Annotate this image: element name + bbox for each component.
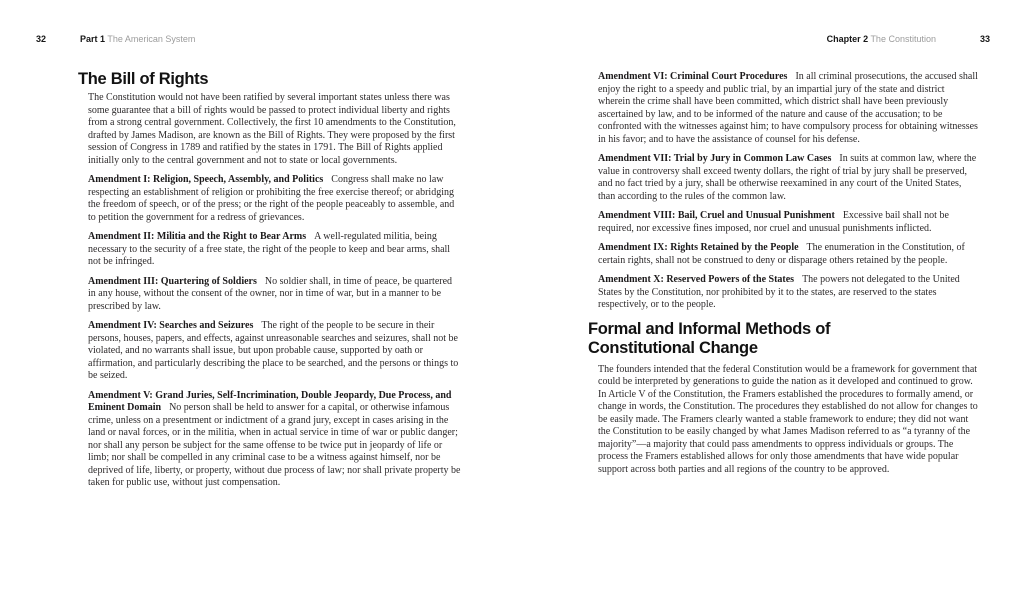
chapter-label: Chapter 2 (826, 34, 869, 44)
amendment-paragraph-7 (598, 153, 978, 203)
section-title-line-1: Formal and Informal Methods of (588, 319, 831, 338)
amendment-label: Amendment X: Reserved Powers of the States (598, 274, 795, 285)
running-head-right (827, 34, 990, 45)
page-number-left: 32 (36, 34, 47, 44)
section-title-line-2: Constitutional Change (588, 338, 758, 357)
amendment-label: Amendment VI: Criminal Court Procedures (598, 71, 788, 82)
amendment-label: Amendment VII: Trial by Jury in Common Law Cases (598, 153, 832, 164)
amendment-text: Excessive bail shall not be required, nor excessive fines imposed, nor cruel and unusual punishments inflicted. (598, 210, 949, 234)
amendment-text: The right of the people to be secure in their persons, houses, papers, and effects, against unreasonable searches and seizures, shall not be violated, and no warrants shall issue, but upon probable cause, supported by oath or affirmation, and particularly describing the place to be searched, and the persons or things to be seized. (88, 320, 459, 381)
constitutional-change-paragraph: The founders intended that the federal Constitution would be a framework for government that could be interpreted by generations to guide the nation as it developed and continued to grow. In Article V of the Constitution, the Framers established the procedures to formally amend, or change in words, the Constitution. The procedures they established do not allow for changes to be easily made. The Framers clearly wanted a stable framework to endure; they did not want the Constitution to be easily changed by what James Madison referred to as “a tyranny of the majority”—a majority that could pass amendments to oppress individuals or groups. The process the Framers established allows for only those amendments that have wide popular support across both parties and all regions of the country to be approved. (598, 363, 978, 475)
part-title: The American System (107, 34, 196, 44)
chapter-title: The Constitution (870, 34, 936, 44)
amendment-label: Amendment I: Religion, Speech, Assembly, and Politics (88, 174, 324, 185)
amendment-text: In all criminal prosecutions, the accused shall enjoy the right to a speedy and public trial, by an impartial jury of the state and district wherein the crime shall have been committed, which district shall have been previously ascertained by law, and to be informed of the nature and cause of the accusation; to be confronted with the witnesses against him; to have compulsory process for obtaining witnesses in his favor; and to have the assistance of counsel for his defense. (598, 71, 978, 145)
amendment-label: Amendment II: Militia and the Right to Bear Arms (88, 231, 307, 242)
amendment-label: Amendment IV: Searches and Seizures (88, 320, 254, 331)
amendment-paragraph-2 (88, 231, 462, 269)
amendment-label: Amendment III: Quartering of Soldiers (88, 275, 257, 287)
amendment-text: No soldier shall, in time of peace, be quartered in any house, without the consent of the owner, nor in time of war, but in a manner to be prescribed by law. (88, 275, 453, 312)
amendment-paragraph-4 (88, 320, 462, 383)
part-label: Part 1 (80, 34, 106, 44)
amendment-label: Amendment IX: Rights Retained by the People (598, 242, 799, 253)
amendment-text: No person shall be held to answer for a capital, or otherwise infamous crime, unless on a presentment or indictment of a grand jury, except in cases arising in the land or naval forces, or in the militia, when in actual service in time of war or public danger; nor shall any person be subject for the same offense to be twice put in jeopardy of life or limb; nor shall be compelled in any criminal case to be a witness against himself, nor be deprived of life, liberty, or property, without due process of law; nor shall private property be taken for public use, without just compensation. (88, 402, 461, 488)
amendment-paragraph-10 (598, 274, 978, 312)
running-head-left (36, 34, 196, 45)
amendment-label: Amendment V: Grand Juries, Self-Incrimination, Double Jeopardy, Due Process, and Eminent Domain (88, 389, 452, 413)
section-title-constitutional-change (588, 320, 978, 358)
amendment-text: The enumeration in the Constitution, of certain rights, shall not be construed to deny or disparage others retained by the people. (598, 242, 965, 266)
right-text-column (588, 71, 978, 483)
part-heading (80, 34, 195, 45)
amendment-paragraph-1 (88, 174, 462, 224)
intro-paragraph: The Constitution would not have been ratified by several important states unless there was some guarantee that a bill of rights would be passed to protect individual liberty and rights from a strong central government. Collectively, the first 10 amendments to the Constitution, drafted by James Madison, are known as the Bill of Rights. They were proposed by the first session of Congress in 1789 and ratified by the states in 1791. The Bill of Rights applied initially only to the central government and not to state or local governments. (88, 92, 456, 166)
amendment-paragraph-3 (88, 276, 462, 314)
amendment-label: Amendment VIII: Bail, Cruel and Unusual Punishment (598, 210, 835, 221)
chapter-heading (827, 34, 936, 44)
amendment-paragraph-6 (598, 71, 978, 146)
amendment-paragraph-5 (88, 390, 462, 490)
section-title-bill-of-rights: The Bill of Rights (78, 70, 209, 88)
amendment-text: In suits at common law, where the value in controversy shall exceed twenty dollars, the right of trial by jury shall be preserved, and no fact tried by a jury, shall be otherwise reexamined in any court of the United States, than according to the rules of the common law. (598, 153, 977, 202)
amendment-text: The powers not delegated to the United States by the Constitution, nor prohibited by it to the states, are reserved to the states respectively, or to the people. (598, 274, 960, 310)
amendment-text: Congress shall make no law respecting an establishment of religion or prohibiting the free exercise thereof; or abridging the freedom of speech, or of the press; or the right of the people peaceably to assemble, and to petition the government for a redress of grievances. (88, 174, 455, 223)
page-number-right: 33 (979, 34, 990, 44)
amendment-paragraph-9 (598, 242, 978, 267)
amendment-paragraph-8 (598, 210, 978, 235)
amendment-text: A well-regulated militia, being necessary to the security of a free state, the right of the people to keep and bear arms, shall not be infringed. (88, 231, 451, 267)
left-text-column (88, 92, 462, 497)
